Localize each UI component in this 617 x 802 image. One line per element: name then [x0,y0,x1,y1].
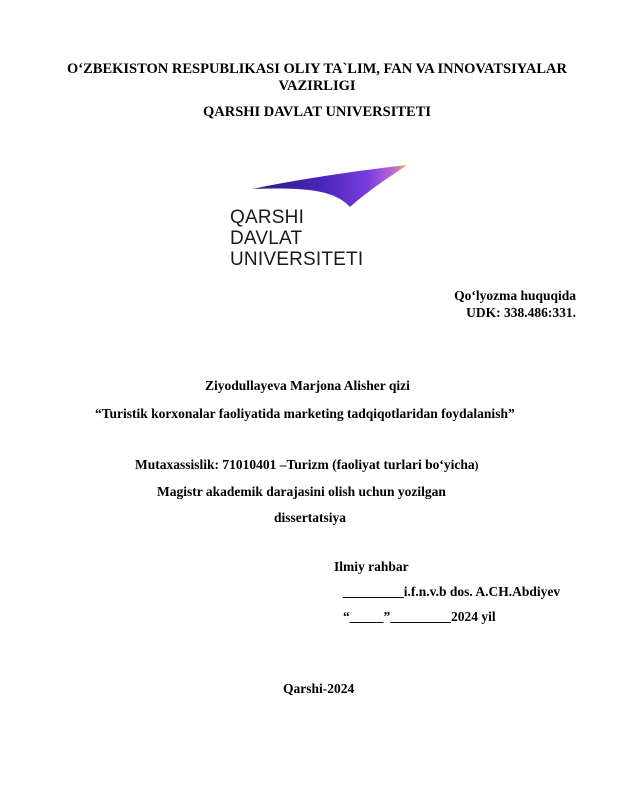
specialty-text: Mutaxassislik: 71010401 –Turizm (faoliyat turlari bo‘yicha [135,457,475,472]
supervisor-name: _________i.f.n.v.b dos. A.CH.Abdiyev [343,584,561,599]
author-name: Ziyodullayeva Marjona Alisher qizi [205,378,410,393]
logo-line-1: QARSHI [230,207,305,228]
degree-purpose: Magistr akademik darajasini olish uchun yozilgan [157,484,446,499]
ministry-title: O‘ZBEKISTON RESPUBLIKASI OLIY TA`LIM, FAN VA INNOVATSIYALAR VAZIRLIGI [67,61,567,94]
university-logo-swoosh-icon [250,163,410,209]
signature-date-line: “_____”_________2024 yil [343,609,496,624]
dissertation-topic: “Turistik korxonalar faoliyatida marketing tadqiqotlaridan foydalanish” [95,406,515,421]
place-and-year: Qarshi-2024 [283,681,355,696]
logo-line-2: DAVLAT [230,228,303,249]
logo-line-3: UNIVERSITETI [230,249,364,270]
university-title: QARSHI DAVLAT UNIVERSITETI [202,104,432,120]
university-logo-wordmark [230,207,363,270]
manuscript-rights: Qo‘lyozma huquqida [454,288,576,303]
work-type: dissertatsiya [274,510,346,525]
specialty-close: ) [474,460,479,472]
udk-code: UDK: 338.486:331. [466,305,576,320]
supervisor-label: Ilmiy rahbar [334,559,409,574]
specialty [135,457,478,473]
